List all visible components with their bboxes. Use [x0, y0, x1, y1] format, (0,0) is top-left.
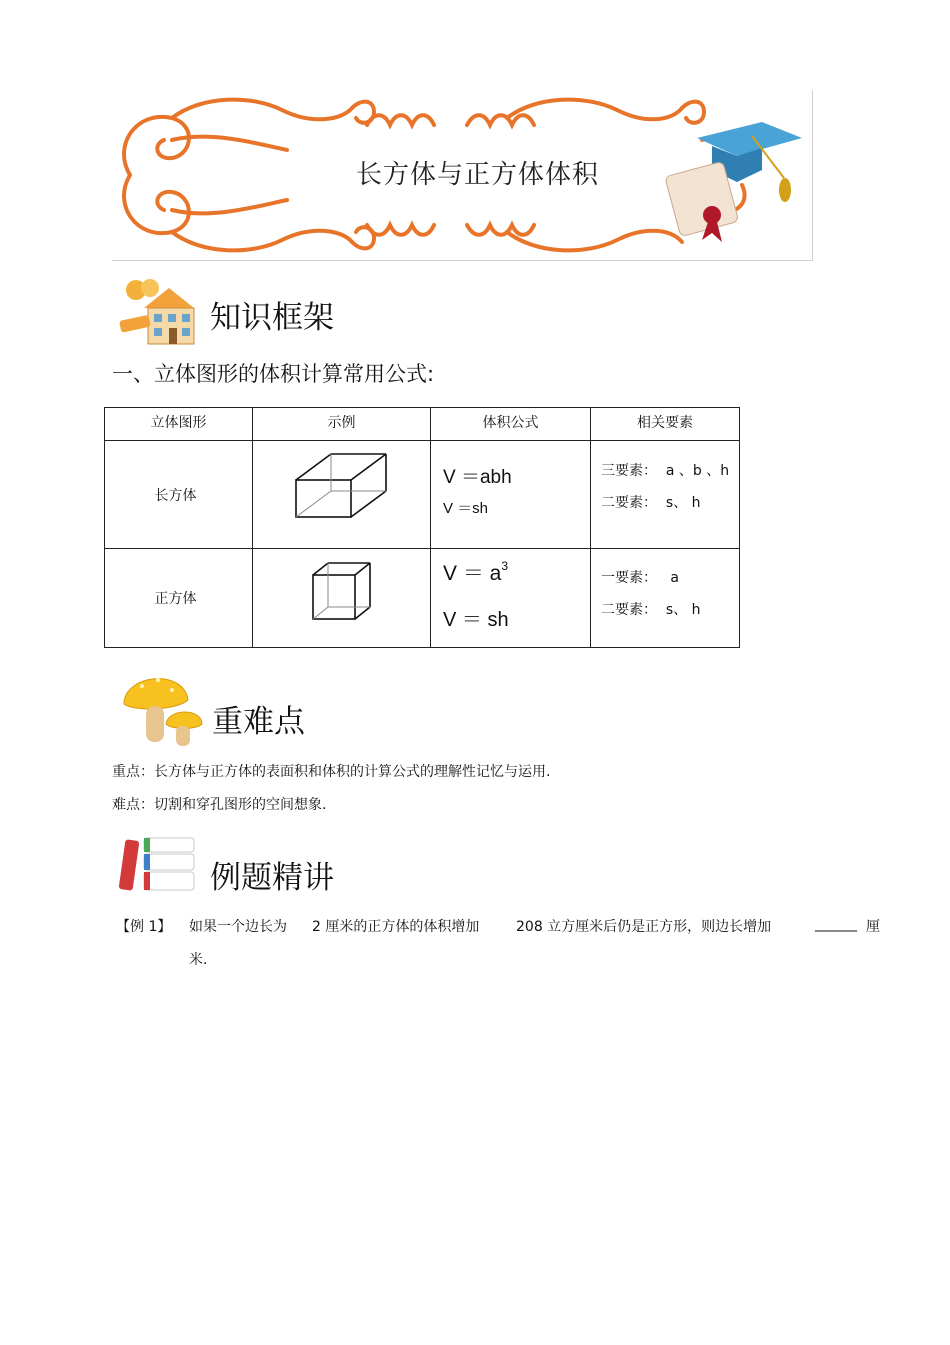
example-text: 厘	[866, 919, 880, 935]
table-row	[105, 441, 740, 549]
formula-exponent: 3	[501, 559, 509, 573]
formula: V ＝sh	[443, 500, 489, 517]
example-text: 208 立方厘米后仍是正方形，则边长增加	[516, 919, 772, 935]
formula-base: V ＝ a	[443, 562, 502, 585]
section-title-keypoints: 重难点	[212, 704, 305, 740]
example-text: 2 厘米的正方体的体积增加	[312, 919, 480, 935]
books-icon	[116, 834, 202, 906]
difficulty-text: 难点：切割和穿孔图形的空间想象.	[112, 797, 327, 813]
section-title-framework: 知识框架	[210, 300, 334, 336]
table-row	[105, 549, 740, 648]
formula-table	[104, 407, 740, 648]
elements-text: 二要素： s、 h	[601, 495, 701, 511]
framework-subtitle: 一、立体图形的体积计算常用公式:	[112, 362, 435, 386]
formula: V ＝abh	[443, 467, 512, 488]
formula: V ＝ sh	[443, 609, 509, 631]
elements-text: 二要素： s、 h	[601, 602, 701, 618]
elements-text: 一要素： a	[601, 570, 679, 586]
cuboid-diagram	[253, 441, 430, 544]
shape-name: 正方体	[154, 591, 197, 607]
example-text: 如果一个边长为	[189, 919, 287, 935]
table-header: 立体图形	[105, 408, 253, 441]
example-label: 【例 1】	[116, 919, 172, 935]
elements-text: 三要素： a 、b 、h	[601, 463, 730, 479]
example-text: 米.	[189, 952, 208, 968]
page-title: 长方体与正方体体积	[356, 160, 600, 190]
table-header: 示例	[253, 408, 431, 441]
school-house-icon	[114, 276, 200, 348]
formula	[443, 557, 508, 587]
mushroom-icon	[118, 664, 204, 750]
table-header: 体积公式	[431, 408, 591, 441]
table-header: 相关要素	[591, 408, 740, 441]
answer-blank: ______	[815, 916, 857, 932]
shape-name: 长方体	[154, 487, 197, 504]
key-point-text: 重点：长方体与正方体的表面积和体积的计算公式的理解性记忆与运用.	[112, 764, 551, 780]
cube-diagram	[253, 549, 430, 643]
section-title-examples: 例题精讲	[210, 860, 334, 896]
